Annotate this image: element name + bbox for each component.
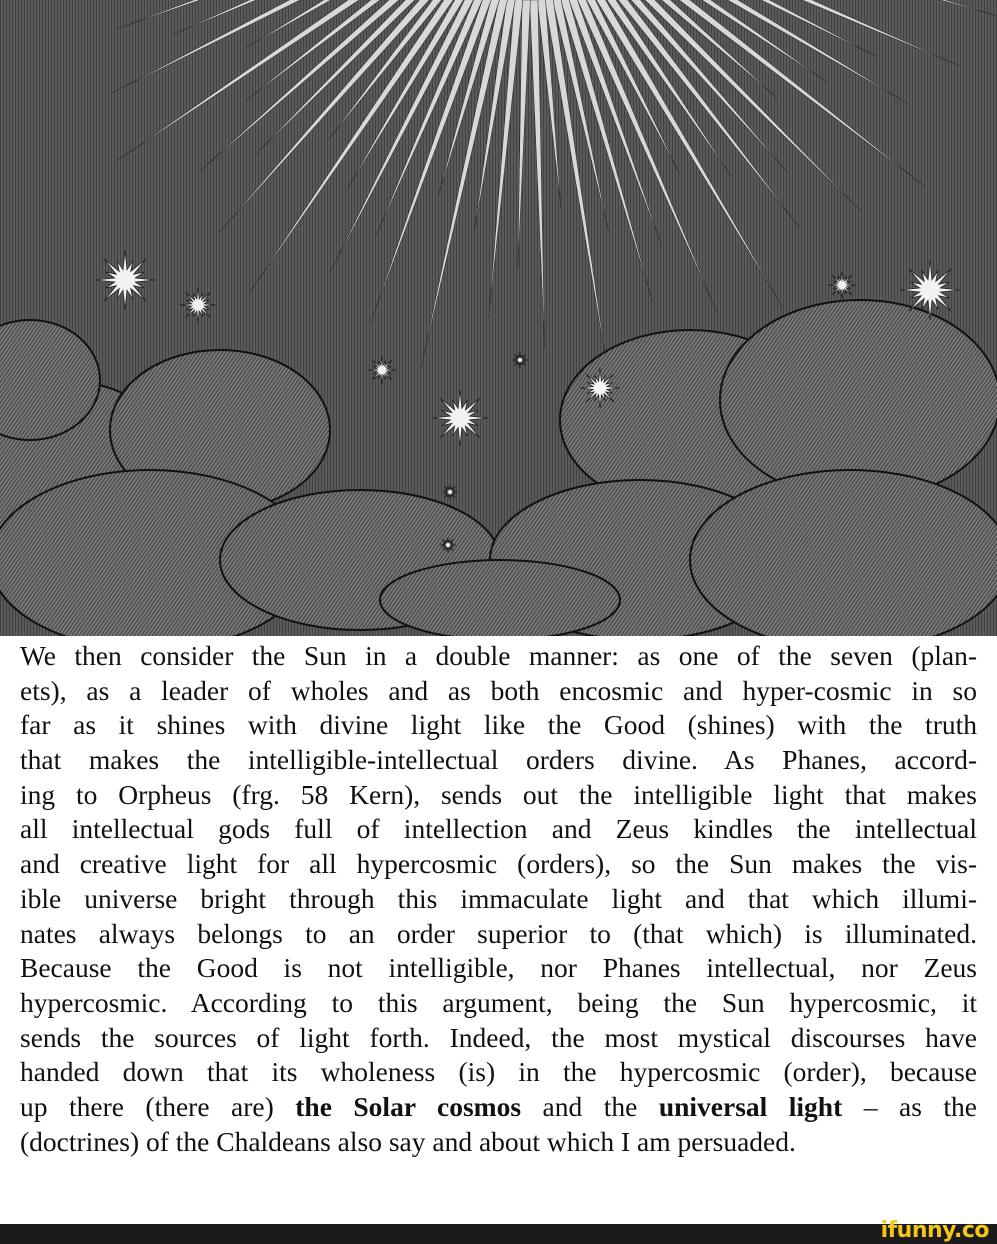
- star-icon: [95, 250, 155, 310]
- star-icon: [180, 287, 216, 323]
- footer-bar: [0, 1218, 997, 1244]
- star-icon: [368, 356, 396, 384]
- text-line: ing to Orpheus (frg. 58 Kern), sends out the intelligible light that makes: [20, 778, 977, 810]
- cloud: [380, 560, 620, 636]
- text-line: far as it shines with divine light like the Good (shines) with the truth: [20, 709, 977, 741]
- bold-phrase: universal light: [658, 1090, 843, 1122]
- star-icon: [432, 390, 488, 446]
- ifunny-logo[interactable]: ifunny.co: [880, 1218, 989, 1243]
- text-line: all intellectual gods full of intellection and Zeus kindles the intellectual: [20, 813, 977, 845]
- star-icon: [442, 484, 458, 500]
- text-line: nates always belongs to an order superior to (that which) is illuminated.: [20, 917, 977, 949]
- star-icon: [512, 352, 528, 368]
- text-line: Because the Good is not intelligible, nor Phanes intellectual, nor Zeus: [20, 952, 977, 984]
- text-line: that makes the intelligible-intellectual orders divine. As Phanes, accord-: [20, 744, 977, 776]
- text-line: We then consider the Sun in a double manner: as one of the seven (plan-: [20, 640, 977, 671]
- star-icon: [440, 537, 456, 553]
- text-line: handed down that its wholeness (is) in the hypercosmic (order), because: [20, 1056, 977, 1088]
- text-line: ets), as a leader of wholes and as both encosmic and hyper-cosmic in so: [20, 674, 977, 706]
- text-line: sends the sources of light forth. Indeed, the most mystical discourses have: [20, 1021, 977, 1053]
- star-icon: [900, 260, 960, 320]
- text-segment: – as the: [842, 1090, 977, 1122]
- text-line: hypercosmic. According to this argument, being the Sun hypercosmic, it: [20, 986, 977, 1018]
- article-text: [20, 639, 977, 1159]
- star-icon: [828, 271, 856, 299]
- bold-phrase: the Solar cosmos: [295, 1090, 522, 1122]
- star-icon: [580, 368, 620, 408]
- text-segment: up there (there are): [20, 1090, 296, 1122]
- text-line: and creative light for all hypercosmic (orders), so the Sun makes the vis-: [20, 848, 977, 880]
- text-line: (doctrines) of the Chaldeans also say and about which I am persuaded.: [20, 1125, 796, 1157]
- text-line: ible universe bright through this immaculate light and that which illumi-: [20, 882, 977, 914]
- text-line: [20, 1090, 977, 1125]
- text-segment: and the: [521, 1090, 659, 1122]
